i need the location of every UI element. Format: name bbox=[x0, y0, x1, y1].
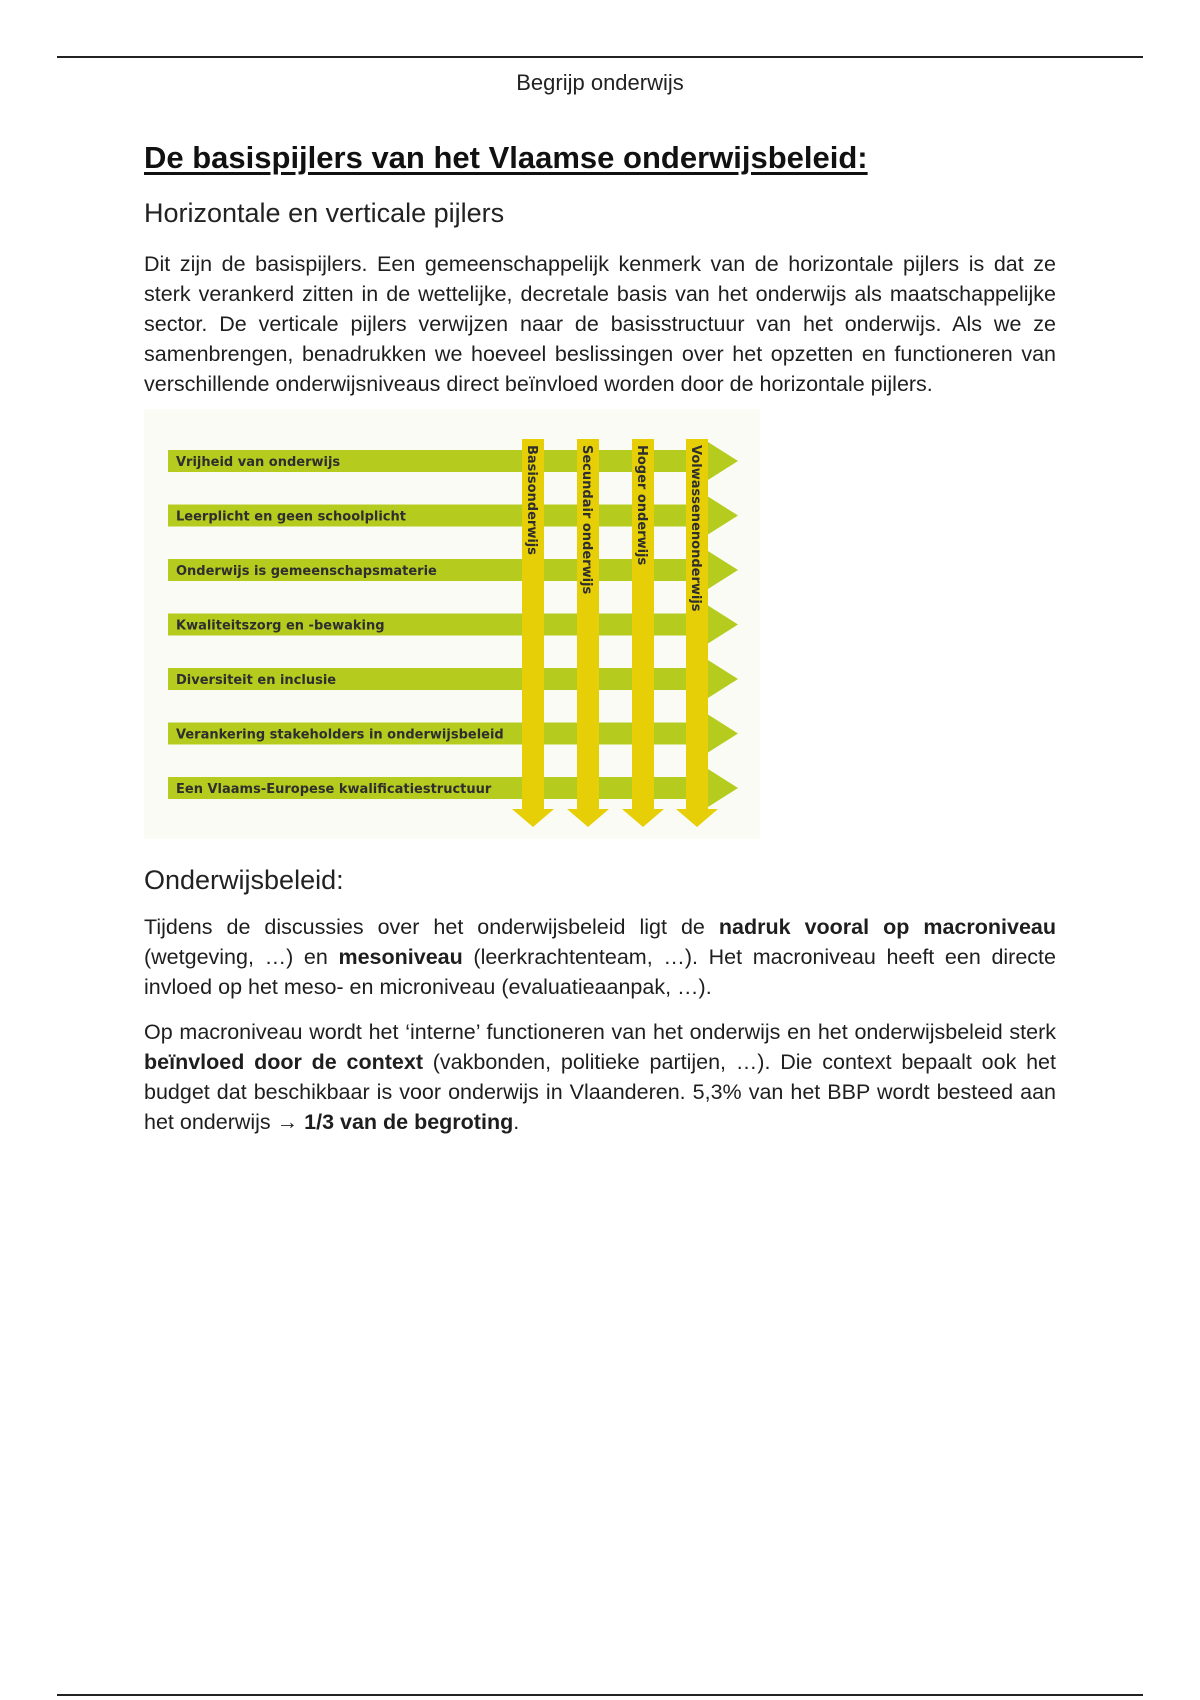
text-span: Tijdens de discussies over het onderwijsbeleid ligt de bbox=[144, 915, 719, 939]
policy-paragraph-1 bbox=[144, 912, 1056, 1002]
section-title-pillars: Horizontale en verticale pijlers bbox=[144, 198, 505, 228]
page-title: De basispijlers van het Vlaamse onderwijsbeleid: bbox=[144, 140, 868, 175]
pillars-diagram-svg bbox=[144, 409, 760, 839]
horizontal-pillar-label: Verankering stakeholders in onderwijsbeleid bbox=[176, 727, 504, 743]
right-arrow-icon: → bbox=[276, 1110, 299, 1134]
pillars-diagram bbox=[144, 409, 760, 839]
horizontal-pillar-label: Vrijheid van onderwijs bbox=[176, 455, 341, 470]
section-title-policy: Onderwijsbeleid: bbox=[144, 865, 344, 895]
vertical-pillar-label: Secundair onderwijs bbox=[579, 445, 594, 595]
header-rule bbox=[57, 56, 1143, 58]
horizontal-pillar-label: Een Vlaams-Europese kwalificatiestructuur bbox=[176, 782, 492, 797]
text-span: (wetgeving, …) en bbox=[144, 945, 339, 969]
bold-text: nadruk vooral op macroniveau bbox=[718, 915, 1057, 939]
vertical-pillar-label: Basisonderwijs bbox=[524, 445, 539, 555]
vertical-pillar-label: Volwassenenonderwijs bbox=[688, 445, 703, 612]
vertical-pillar-label: Hoger onderwijs bbox=[634, 445, 649, 566]
bold-text: 1/3 van de begroting bbox=[304, 1110, 514, 1134]
text-span: Op macroniveau wordt het ‘interne’ functioneren van het onderwijs en het onderwijsbeleid sterk bbox=[144, 1020, 1056, 1044]
text-span: . bbox=[513, 1110, 520, 1134]
page-content bbox=[144, 140, 1056, 1137]
text-span: (vakbonden, politieke partijen, …). Die context bepaalt ook het budget dat beschikbaar is voor onderwijs in Vlaanderen. 5,3% van het BBP wordt besteed aan het onderwijs bbox=[144, 1050, 1056, 1134]
page-header: Begrijp onderwijs bbox=[516, 70, 684, 95]
bold-text: beïnvloed door de context bbox=[144, 1050, 423, 1074]
text-span: (leerkrachtenteam, …). Het macroniveau heeft een directe invloed op het meso- en microniveau (evaluatieaanpak, …). bbox=[144, 945, 1056, 999]
horizontal-pillar-label: Leerplicht en geen schoolplicht bbox=[176, 509, 406, 525]
policy-paragraph-2 bbox=[144, 1017, 1056, 1137]
bold-text: mesoniveau bbox=[338, 945, 463, 969]
pillars-paragraph: Dit zijn de basispijlers. Een gemeenschappelijk kenmerk van de horizontale pijlers is dat ze sterk verankerd zitten in de wettelijke, decretale basis van het onderwijs als maatschappelijke sector. De verticale pijlers verwijzen naar de basisstructuur van het onderwijs. Als we ze samenbrengen, benadrukken we hoeveel beslissingen over het opzetten en functioneren van verschillende onderwijsniveaus direct beïnvloed worden door de horizontale pijlers. bbox=[144, 252, 1056, 396]
footer-rule bbox=[57, 1694, 1143, 1696]
horizontal-pillar-label: Diversiteit en inclusie bbox=[176, 673, 337, 688]
horizontal-pillar-label: Onderwijs is gemeenschapsmaterie bbox=[176, 564, 437, 579]
horizontal-pillar-label: Kwaliteitszorg en -bewaking bbox=[176, 618, 385, 634]
